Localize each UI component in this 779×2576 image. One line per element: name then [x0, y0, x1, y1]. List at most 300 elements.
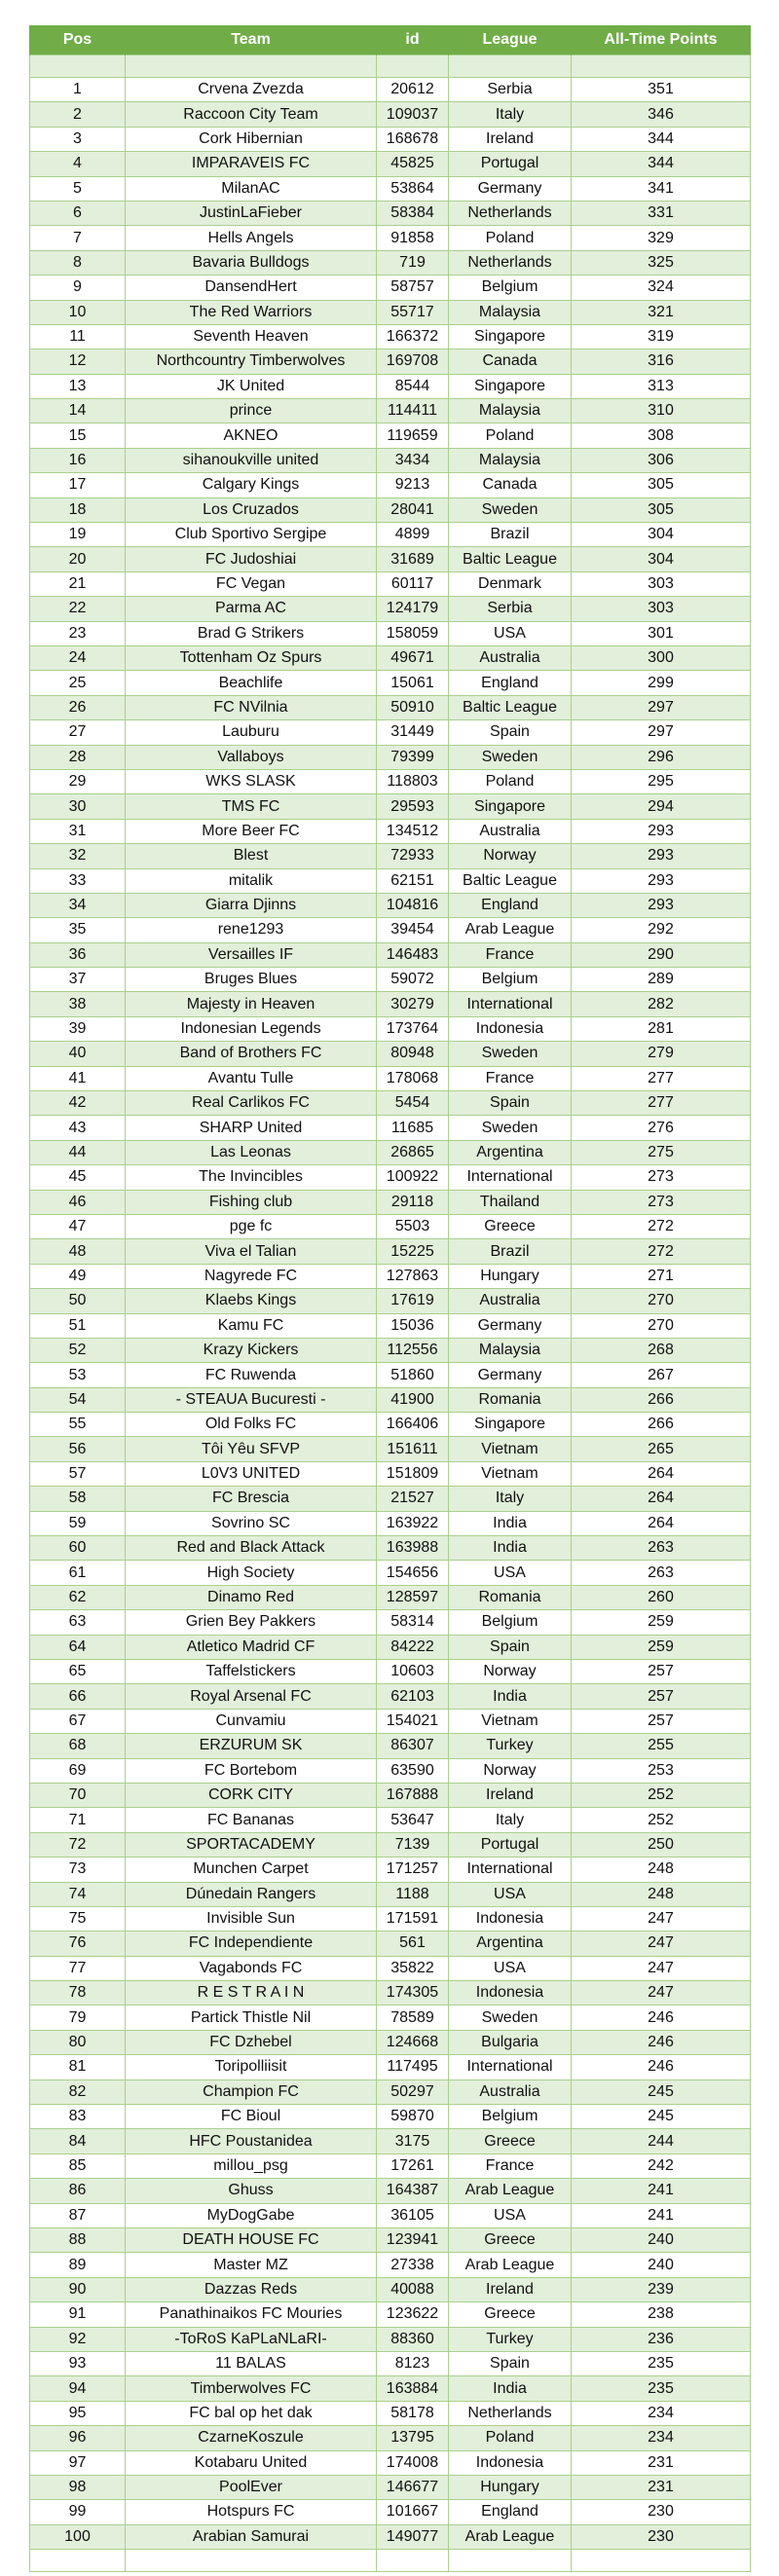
cell-points: 279 — [572, 1042, 751, 1066]
cell-id: 158059 — [377, 621, 449, 645]
cell-pos: 80 — [30, 2030, 126, 2054]
cell-league: Sweden — [449, 2006, 572, 2030]
cell-team: The Invincibles — [126, 1165, 377, 1190]
table-row — [30, 2351, 751, 2375]
cell-team: Partick Thistle Nil — [126, 2006, 377, 2030]
cell-pos: 38 — [30, 992, 126, 1016]
header-row — [30, 25, 751, 55]
table-row — [30, 226, 751, 250]
cell-league: Malaysia — [449, 448, 572, 472]
cell-team: FC Bortebom — [126, 1758, 377, 1783]
cell-team: WKS SLASK — [126, 769, 377, 793]
cell-pos: 40 — [30, 1042, 126, 1066]
cell-pos: 46 — [30, 1190, 126, 1214]
cell-id: 146483 — [377, 942, 449, 967]
cell-points: 257 — [572, 1684, 751, 1709]
cell-points: 293 — [572, 893, 751, 917]
table-row — [30, 2030, 751, 2054]
cell-id: 1188 — [377, 1882, 449, 1906]
cell-league: England — [449, 893, 572, 917]
cell-league: Spain — [449, 1635, 572, 1659]
cell-id: 119659 — [377, 423, 449, 448]
cell-pos: 73 — [30, 1858, 126, 1882]
cell-league: Arab League — [449, 2524, 572, 2549]
table-row — [30, 1042, 751, 1066]
cell-team: Toripolliisit — [126, 2055, 377, 2079]
cell-id: 124179 — [377, 597, 449, 621]
cell-id: 58757 — [377, 276, 449, 300]
cell-team: SPORTACADEMY — [126, 1832, 377, 1857]
table-row — [30, 127, 751, 151]
cell-points: 257 — [572, 1709, 751, 1733]
cell-pos: 96 — [30, 2426, 126, 2450]
cell-team: mitalik — [126, 868, 377, 893]
cell-pos: 65 — [30, 1660, 126, 1684]
cell-team: Royal Arsenal FC — [126, 1684, 377, 1709]
cell-pos: 9 — [30, 276, 126, 300]
cell-pos: 23 — [30, 621, 126, 645]
cell-pos: 75 — [30, 1906, 126, 1931]
table-row — [30, 844, 751, 868]
table-row — [30, 2129, 751, 2153]
cell-pos: 28 — [30, 745, 126, 769]
cell-id: 8544 — [377, 374, 449, 398]
cell-league: Australia — [449, 1289, 572, 1313]
cell-id: 7139 — [377, 1832, 449, 1857]
cell-points: 313 — [572, 374, 751, 398]
cell-points: 231 — [572, 2475, 751, 2499]
cell-team: Master MZ — [126, 2253, 377, 2277]
cell-pos: 68 — [30, 1734, 126, 1758]
cell-id: 21527 — [377, 1487, 449, 1511]
cell-pos: 50 — [30, 1289, 126, 1313]
cell-pos: 97 — [30, 2450, 126, 2475]
cell-team: Arabian Samurai — [126, 2524, 377, 2549]
cell-id: 719 — [377, 250, 449, 275]
cell-id: 36105 — [377, 2203, 449, 2227]
cell-league: India — [449, 2376, 572, 2401]
cell-team: Fishing club — [126, 1190, 377, 1214]
cell-points: 259 — [572, 1610, 751, 1635]
cell-league: India — [449, 1684, 572, 1709]
cell-team: Beachlife — [126, 671, 377, 695]
table-row — [30, 2203, 751, 2227]
cell-league: Greece — [449, 1214, 572, 1238]
cell-id: 29593 — [377, 794, 449, 819]
cell-pos: 21 — [30, 571, 126, 596]
spacer-cell — [126, 2550, 377, 2572]
cell-league: Indonesia — [449, 1981, 572, 2006]
cell-points: 246 — [572, 2030, 751, 2054]
cell-points: 306 — [572, 448, 751, 472]
cell-points: 238 — [572, 2302, 751, 2327]
header-team: Team — [126, 25, 377, 55]
cell-league: Sweden — [449, 1116, 572, 1140]
cell-league: Turkey — [449, 1734, 572, 1758]
cell-team: Giarra Djinns — [126, 893, 377, 917]
cell-league: Romania — [449, 1585, 572, 1609]
cell-league: Australia — [449, 645, 572, 670]
cell-id: 28041 — [377, 497, 449, 522]
cell-league: Baltic League — [449, 547, 572, 571]
cell-team: Raccoon City Team — [126, 102, 377, 127]
cell-team: Parma AC — [126, 597, 377, 621]
cell-points: 242 — [572, 2153, 751, 2178]
cell-id: 169708 — [377, 350, 449, 374]
cell-pos: 31 — [30, 819, 126, 843]
cell-team: FC NVilnia — [126, 695, 377, 719]
cell-id: 17261 — [377, 2153, 449, 2178]
table-row — [30, 918, 751, 942]
cell-league: Hungary — [449, 2475, 572, 2499]
cell-league: Malaysia — [449, 300, 572, 324]
cell-pos: 78 — [30, 1981, 126, 2006]
cell-points: 299 — [572, 671, 751, 695]
table-row — [30, 2253, 751, 2277]
cell-points: 273 — [572, 1190, 751, 1214]
cell-id: 114411 — [377, 399, 449, 423]
cell-league: Denmark — [449, 571, 572, 596]
cell-league: Norway — [449, 844, 572, 868]
cell-pos: 55 — [30, 1413, 126, 1437]
cell-id: 58384 — [377, 201, 449, 225]
spacer-cell — [30, 55, 126, 78]
cell-pos: 35 — [30, 918, 126, 942]
cell-league: International — [449, 1165, 572, 1190]
cell-league: Belgium — [449, 1610, 572, 1635]
table-row — [30, 597, 751, 621]
cell-pos: 70 — [30, 1783, 126, 1807]
cell-team: Northcountry Timberwolves — [126, 350, 377, 374]
cell-id: 86307 — [377, 1734, 449, 1758]
cell-league: Netherlands — [449, 201, 572, 225]
cell-points: 293 — [572, 819, 751, 843]
cell-league: Greece — [449, 2227, 572, 2252]
spacer-cell — [572, 55, 751, 78]
cell-pos: 99 — [30, 2500, 126, 2524]
cell-points: 282 — [572, 992, 751, 1016]
table-row — [30, 2227, 751, 2252]
cell-team: Ghuss — [126, 2179, 377, 2203]
cell-team: PoolEver — [126, 2475, 377, 2499]
cell-pos: 11 — [30, 324, 126, 349]
cell-team: Dúnedain Rangers — [126, 1882, 377, 1906]
cell-id: 79399 — [377, 745, 449, 769]
cell-pos: 89 — [30, 2253, 126, 2277]
cell-points: 297 — [572, 720, 751, 745]
cell-team: Kotabaru United — [126, 2450, 377, 2475]
cell-pos: 49 — [30, 1264, 126, 1288]
cell-team: Cork Hibernian — [126, 127, 377, 151]
cell-league: Indonesia — [449, 1906, 572, 1931]
cell-team: prince — [126, 399, 377, 423]
cell-league: Ireland — [449, 127, 572, 151]
cell-team: Bruges Blues — [126, 968, 377, 992]
cell-points: 252 — [572, 1783, 751, 1807]
cell-id: 163988 — [377, 1536, 449, 1561]
cell-pos: 3 — [30, 127, 126, 151]
table-body — [30, 55, 751, 2572]
cell-id: 40088 — [377, 2277, 449, 2301]
cell-id: 174305 — [377, 1981, 449, 2006]
table-row — [30, 769, 751, 793]
all-time-points-table — [29, 25, 751, 2572]
cell-id: 166406 — [377, 1413, 449, 1437]
cell-team: Los Cruzados — [126, 497, 377, 522]
cell-id: 123622 — [377, 2302, 449, 2327]
cell-points: 329 — [572, 226, 751, 250]
table-row — [30, 2524, 751, 2549]
cell-team: Nagyrede FC — [126, 1264, 377, 1288]
cell-pos: 86 — [30, 2179, 126, 2203]
spacer-cell — [449, 2550, 572, 2572]
cell-pos: 30 — [30, 794, 126, 819]
cell-pos: 58 — [30, 1487, 126, 1511]
table-row — [30, 819, 751, 843]
cell-league: Vietnam — [449, 1461, 572, 1486]
cell-points: 344 — [572, 127, 751, 151]
cell-points: 230 — [572, 2524, 751, 2549]
cell-team: JustinLaFieber — [126, 201, 377, 225]
table-row — [30, 893, 751, 917]
cell-id: 51860 — [377, 1363, 449, 1387]
cell-team: FC Bioul — [126, 2105, 377, 2129]
cell-id: 62151 — [377, 868, 449, 893]
cell-points: 303 — [572, 597, 751, 621]
cell-pos: 94 — [30, 2376, 126, 2401]
cell-points: 247 — [572, 1956, 751, 1980]
cell-id: 88360 — [377, 2327, 449, 2351]
cell-pos: 26 — [30, 695, 126, 719]
cell-id: 561 — [377, 1932, 449, 1956]
cell-id: 151611 — [377, 1437, 449, 1461]
cell-team: FC Brescia — [126, 1487, 377, 1511]
table-row — [30, 2376, 751, 2401]
cell-points: 272 — [572, 1239, 751, 1264]
cell-league: Norway — [449, 1758, 572, 1783]
cell-id: 50297 — [377, 2079, 449, 2104]
cell-team: Sovrino SC — [126, 1511, 377, 1535]
table-row — [30, 968, 751, 992]
cell-team: Tottenham Oz Spurs — [126, 645, 377, 670]
spacer-cell — [377, 2550, 449, 2572]
cell-points: 255 — [572, 1734, 751, 1758]
cell-team: HFC Poustanidea — [126, 2129, 377, 2153]
spacer-cell — [126, 55, 377, 78]
cell-points: 275 — [572, 1140, 751, 1164]
table-row — [30, 1932, 751, 1956]
spacer-row — [30, 2550, 751, 2572]
cell-league: Spain — [449, 720, 572, 745]
cell-team: Champion FC — [126, 2079, 377, 2104]
cell-team: Hotspurs FC — [126, 2500, 377, 2524]
cell-pos: 44 — [30, 1140, 126, 1164]
table-row — [30, 2079, 751, 2104]
cell-team: Klaebs Kings — [126, 1289, 377, 1313]
cell-id: 164387 — [377, 2179, 449, 2203]
cell-points: 240 — [572, 2253, 751, 2277]
cell-id: 15061 — [377, 671, 449, 695]
table-row — [30, 2105, 751, 2129]
cell-league: England — [449, 2500, 572, 2524]
cell-id: 3434 — [377, 448, 449, 472]
cell-id: 5503 — [377, 1214, 449, 1238]
cell-pos: 88 — [30, 2227, 126, 2252]
cell-id: 149077 — [377, 2524, 449, 2549]
cell-league: USA — [449, 1956, 572, 1980]
cell-points: 250 — [572, 1832, 751, 1857]
cell-id: 26865 — [377, 1140, 449, 1164]
cell-points: 234 — [572, 2426, 751, 2450]
cell-league: Argentina — [449, 1140, 572, 1164]
cell-points: 325 — [572, 250, 751, 275]
cell-league: Thailand — [449, 1190, 572, 1214]
cell-points: 264 — [572, 1487, 751, 1511]
cell-league: Spain — [449, 2351, 572, 2375]
cell-points: 247 — [572, 1932, 751, 1956]
cell-points: 277 — [572, 1091, 751, 1116]
cell-points: 264 — [572, 1461, 751, 1486]
cell-id: 134512 — [377, 819, 449, 843]
cell-pos: 81 — [30, 2055, 126, 2079]
cell-id: 39454 — [377, 918, 449, 942]
cell-team: R E S T R A I N — [126, 1981, 377, 2006]
cell-pos: 52 — [30, 1338, 126, 1362]
cell-points: 294 — [572, 794, 751, 819]
cell-pos: 67 — [30, 1709, 126, 1733]
cell-points: 260 — [572, 1585, 751, 1609]
cell-league: Australia — [449, 819, 572, 843]
cell-team: MilanAC — [126, 176, 377, 201]
table-row — [30, 942, 751, 967]
cell-pos: 95 — [30, 2401, 126, 2425]
table-row — [30, 671, 751, 695]
cell-league: Belgium — [449, 276, 572, 300]
cell-pos: 79 — [30, 2006, 126, 2030]
cell-id: 171591 — [377, 1906, 449, 1931]
cell-points: 289 — [572, 968, 751, 992]
table-row — [30, 720, 751, 745]
table-row — [30, 2327, 751, 2351]
cell-points: 305 — [572, 473, 751, 497]
cell-pos: 47 — [30, 1214, 126, 1238]
cell-league: Singapore — [449, 374, 572, 398]
cell-team: rene1293 — [126, 918, 377, 942]
table-row — [30, 1882, 751, 1906]
cell-pos: 43 — [30, 1116, 126, 1140]
cell-id: 15036 — [377, 1313, 449, 1338]
cell-points: 257 — [572, 1660, 751, 1684]
table-row — [30, 621, 751, 645]
cell-points: 341 — [572, 176, 751, 201]
cell-team: -ToRoS KaPLaNLaRI- — [126, 2327, 377, 2351]
cell-team: Viva el Talian — [126, 1239, 377, 1264]
header-all-time-points: All-Time Points — [572, 25, 751, 55]
cell-id: 124668 — [377, 2030, 449, 2054]
cell-team: Majesty in Heaven — [126, 992, 377, 1016]
cell-points: 292 — [572, 918, 751, 942]
cell-team: Blest — [126, 844, 377, 868]
cell-id: 53864 — [377, 176, 449, 201]
cell-league: USA — [449, 1561, 572, 1585]
cell-league: International — [449, 2055, 572, 2079]
cell-points: 235 — [572, 2351, 751, 2375]
cell-team: Seventh Heaven — [126, 324, 377, 349]
cell-team: SHARP United — [126, 1116, 377, 1140]
cell-pos: 37 — [30, 968, 126, 992]
cell-pos: 36 — [30, 942, 126, 967]
cell-pos: 60 — [30, 1536, 126, 1561]
cell-pos: 7 — [30, 226, 126, 250]
leaderboard — [29, 25, 750, 2572]
cell-points: 265 — [572, 1437, 751, 1461]
cell-id: 166372 — [377, 324, 449, 349]
cell-league: France — [449, 942, 572, 967]
table-row — [30, 1338, 751, 1362]
cell-pos: 10 — [30, 300, 126, 324]
cell-pos: 27 — [30, 720, 126, 745]
cell-id: 13795 — [377, 2426, 449, 2450]
table-row — [30, 1313, 751, 1338]
cell-league: Malaysia — [449, 399, 572, 423]
cell-id: 31689 — [377, 547, 449, 571]
table-row — [30, 1981, 751, 2006]
cell-team: FC Vegan — [126, 571, 377, 596]
cell-pos: 83 — [30, 2105, 126, 2129]
cell-league: Vietnam — [449, 1709, 572, 1733]
table-row — [30, 1413, 751, 1437]
table-row — [30, 1635, 751, 1659]
cell-points: 301 — [572, 621, 751, 645]
table-row — [30, 571, 751, 596]
cell-id: 78589 — [377, 2006, 449, 2030]
table-row — [30, 868, 751, 893]
cell-pos: 100 — [30, 2524, 126, 2549]
cell-team: - STEAUA Bucuresti - — [126, 1387, 377, 1412]
cell-league: Portugal — [449, 1832, 572, 1857]
table-row — [30, 645, 751, 670]
cell-league: France — [449, 2153, 572, 2178]
cell-points: 266 — [572, 1413, 751, 1437]
table-row — [30, 176, 751, 201]
cell-id: 4899 — [377, 523, 449, 547]
cell-id: 163922 — [377, 1511, 449, 1535]
cell-points: 293 — [572, 868, 751, 893]
table-row — [30, 1906, 751, 1931]
table-row — [30, 497, 751, 522]
cell-id: 3175 — [377, 2129, 449, 2153]
cell-pos: 8 — [30, 250, 126, 275]
cell-points: 266 — [572, 1387, 751, 1412]
cell-league: International — [449, 992, 572, 1016]
cell-id: 72933 — [377, 844, 449, 868]
cell-pos: 51 — [30, 1313, 126, 1338]
cell-points: 296 — [572, 745, 751, 769]
cell-pos: 87 — [30, 2203, 126, 2227]
cell-team: DEATH HOUSE FC — [126, 2227, 377, 2252]
cell-points: 247 — [572, 1906, 751, 1931]
cell-id: 55717 — [377, 300, 449, 324]
cell-id: 41900 — [377, 1387, 449, 1412]
cell-pos: 74 — [30, 1882, 126, 1906]
cell-league: Ireland — [449, 1783, 572, 1807]
header-id: id — [377, 25, 449, 55]
table-row — [30, 695, 751, 719]
table-row — [30, 1536, 751, 1561]
cell-id: 5454 — [377, 1091, 449, 1116]
cell-pos: 98 — [30, 2475, 126, 2499]
cell-points: 268 — [572, 1338, 751, 1362]
